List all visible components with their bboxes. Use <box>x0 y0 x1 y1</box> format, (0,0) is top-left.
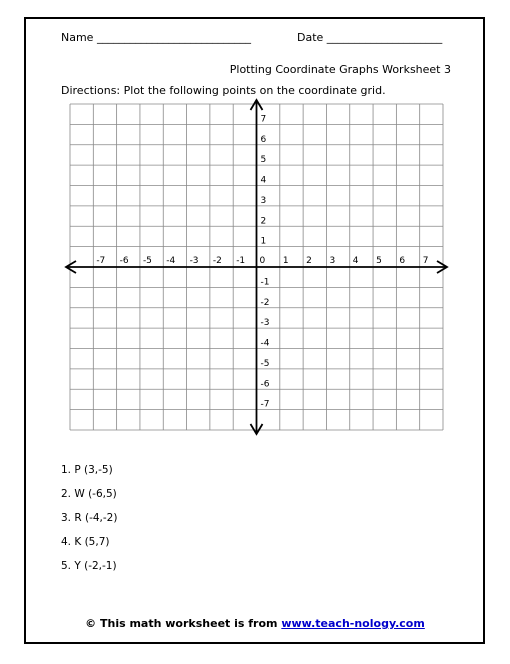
y-tick-label: -3 <box>260 318 270 329</box>
problem-item: 2. W (-6,5) <box>61 488 117 500</box>
x-tick-label: 2 <box>306 256 312 266</box>
x-tick-label: -1 <box>236 256 246 266</box>
y-tick-label: -2 <box>260 297 270 308</box>
y-tick-label: -4 <box>260 338 270 349</box>
x-tick-label: 6 <box>399 256 406 266</box>
y-tick-label: 3 <box>260 195 267 206</box>
footer-link[interactable]: www.teach-nology.com <box>281 617 425 630</box>
y-tick-label: -7 <box>260 399 270 410</box>
x-tick-label: 1 <box>282 256 289 266</box>
x-tick-label: 7 <box>422 256 429 266</box>
date-field-label: Date _____________________ <box>297 31 443 44</box>
x-tick-label: 4 <box>352 256 359 266</box>
problem-list <box>61 458 117 578</box>
y-tick-label: 2 <box>260 216 267 227</box>
y-tick-label: -5 <box>260 358 270 369</box>
worksheet-title: Plotting Coordinate Graphs Worksheet 3 <box>229 63 451 76</box>
x-tick-label: -5 <box>142 256 152 266</box>
y-tick-label: 1 <box>260 236 267 247</box>
x-tick-label: 0 <box>259 256 266 266</box>
name-field-label: Name ____________________________ <box>61 31 251 44</box>
y-tick-label: -6 <box>260 379 270 390</box>
y-tick-label: -1 <box>260 277 270 288</box>
footer-prefix: © This math worksheet is from <box>85 617 282 630</box>
x-tick-label: -3 <box>189 256 199 266</box>
problem-item: 1. P (3,-5) <box>61 464 113 476</box>
directions-text: Directions: Plot the following points on the coordinate grid. <box>61 84 386 97</box>
problem-item: 4. K (5,7) <box>61 536 110 548</box>
problem-item: 5. Y (-2,-1) <box>61 560 117 572</box>
x-tick-label: -2 <box>212 256 222 266</box>
y-tick-label: 6 <box>260 134 267 145</box>
y-tick-label: 5 <box>260 155 267 166</box>
x-tick-label: -4 <box>166 256 176 266</box>
footer <box>0 617 510 630</box>
x-tick-label: 5 <box>376 256 382 266</box>
y-tick-label: 4 <box>260 175 267 186</box>
x-tick-label: -6 <box>119 256 129 266</box>
problem-item: 3. R (-4,-2) <box>61 512 118 524</box>
x-tick-label: 3 <box>329 256 336 266</box>
x-tick-label: -7 <box>96 256 106 266</box>
y-tick-label: 7 <box>260 114 267 125</box>
